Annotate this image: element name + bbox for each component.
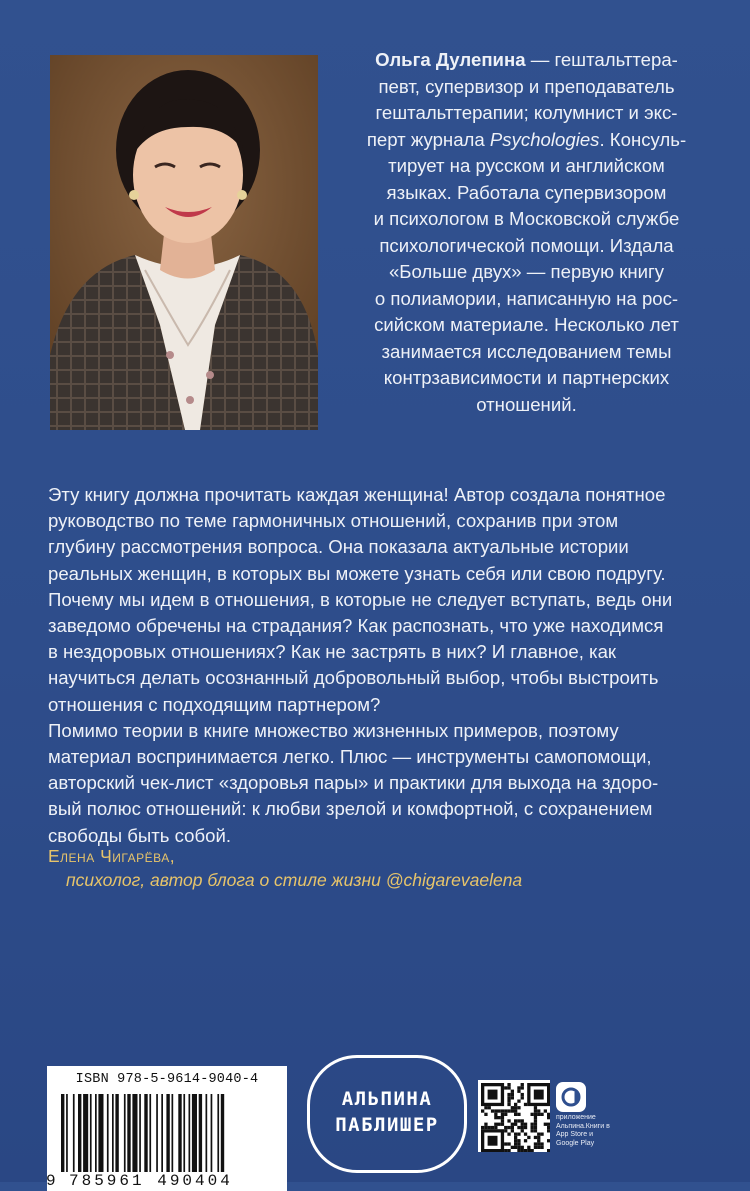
qr-module	[524, 1133, 527, 1136]
qr-module	[547, 1126, 550, 1129]
qr-module	[524, 1126, 527, 1129]
qr-module	[494, 1123, 497, 1126]
qr-module	[517, 1142, 520, 1145]
review-line: реальных женщин, в которых вы можете узнать себя или свою подругу.	[48, 562, 666, 584]
qr-module	[504, 1086, 507, 1089]
barcode-bar	[124, 1094, 126, 1172]
bio-line: сийском материале. Несколько лет	[374, 314, 679, 335]
qr-module	[540, 1113, 543, 1116]
barcode-bar	[139, 1094, 141, 1172]
barcode-bar	[199, 1094, 202, 1172]
barcode-bar	[221, 1094, 224, 1172]
qr-module	[511, 1106, 514, 1109]
qr-module	[511, 1090, 514, 1093]
qr-module	[521, 1083, 524, 1086]
qr-module	[498, 1109, 501, 1112]
barcode-bar	[211, 1094, 213, 1172]
qr-module	[504, 1149, 507, 1152]
barcode-bar	[83, 1094, 88, 1172]
qr-module	[511, 1146, 514, 1149]
qr-module	[514, 1133, 517, 1136]
qr-module	[517, 1113, 520, 1116]
qr-module	[521, 1119, 524, 1122]
barcode-bar	[66, 1094, 68, 1172]
qr-module	[521, 1129, 524, 1132]
qr-module	[531, 1149, 534, 1152]
qr-module	[521, 1096, 524, 1099]
bio-line: отношений.	[476, 393, 577, 415]
qr-module	[514, 1103, 517, 1106]
review-line: Эту книгу должна прочитать каждая женщина! Автор создала понятное	[48, 484, 666, 505]
qr-module	[540, 1142, 543, 1145]
qr-module	[484, 1106, 487, 1109]
qr-module	[507, 1119, 510, 1122]
bio-line: гештальттерапии; колумнист и экс-	[375, 102, 678, 123]
quote-author-role: психолог, автор блога о стиле жизни @chigarevaelena	[66, 870, 523, 890]
bio-line: «Больше двух» — первую книгу	[388, 261, 665, 282]
barcode-bar	[178, 1094, 181, 1172]
qr-module	[507, 1093, 510, 1096]
qr-module	[517, 1139, 520, 1142]
barcode-bar	[189, 1094, 191, 1172]
qr-module	[534, 1146, 537, 1149]
barcode-bar	[90, 1094, 92, 1172]
bio-line: психологической помощи. Издала	[379, 234, 674, 256]
barcode-bar	[156, 1094, 158, 1172]
qr-module	[544, 1123, 547, 1126]
bio-line: тирует на русском и английском	[388, 155, 665, 176]
barcode-bar	[112, 1094, 114, 1172]
qr-module	[507, 1133, 510, 1136]
barcode-bar	[95, 1094, 97, 1172]
qr-module	[521, 1123, 524, 1126]
qr-module	[498, 1123, 501, 1126]
qr-module	[524, 1103, 527, 1106]
review-line: глубину рассмотрения вопроса. Она показала актуальные истории	[48, 536, 629, 558]
qr-module	[501, 1109, 504, 1112]
qr-module	[491, 1109, 494, 1112]
qr-module	[514, 1146, 517, 1149]
qr-module	[498, 1116, 501, 1119]
bio-line: языках. Работала супервизором	[386, 181, 667, 203]
bio-line: контрзависимости и партнерских	[383, 367, 670, 388]
barcode-bar	[161, 1094, 163, 1172]
qr-module	[537, 1146, 540, 1149]
publisher-logo	[307, 1055, 467, 1173]
qr-module	[534, 1129, 537, 1132]
qr-module	[547, 1129, 550, 1132]
qr-module	[527, 1136, 530, 1139]
barcode-bar	[78, 1094, 81, 1172]
qr-module	[504, 1113, 507, 1116]
qr-module	[537, 1142, 540, 1145]
bio-line: певт, супервизор и преподаватель	[378, 75, 675, 97]
qr-module	[534, 1119, 537, 1122]
barcode-digits: 785961 490404	[69, 1172, 233, 1190]
qr-module	[547, 1149, 550, 1152]
qr-module	[511, 1093, 514, 1096]
qr-module	[547, 1123, 550, 1126]
qr-module	[537, 1109, 540, 1112]
barcode-bar	[132, 1094, 137, 1172]
qr-module	[517, 1100, 520, 1103]
publisher-name-line2: ПАБЛИШЕР	[335, 1114, 439, 1136]
barcode-bars	[61, 1094, 273, 1172]
review-line: вый полюс отношений: к любви зрелой и комфортной, с сохранением	[48, 798, 653, 820]
qr-module	[524, 1139, 527, 1142]
qr-module	[534, 1113, 537, 1116]
qr-module	[527, 1149, 530, 1152]
qr-module	[504, 1142, 507, 1145]
qr-module	[537, 1136, 540, 1139]
quote-attribution	[48, 844, 718, 892]
qr-module	[494, 1109, 497, 1112]
qr-module	[514, 1142, 517, 1145]
bio-line: Ольга Дулепина — гештальттера-	[375, 49, 678, 70]
qr-module	[534, 1136, 537, 1139]
qr-module	[517, 1146, 520, 1149]
qr-module	[521, 1086, 524, 1089]
app-logo-icon	[556, 1082, 586, 1112]
qr-module	[534, 1126, 537, 1129]
qr-module	[511, 1109, 514, 1112]
qr-module	[484, 1113, 487, 1116]
app-icon	[556, 1082, 586, 1112]
qr-module	[511, 1129, 514, 1132]
author-photo	[50, 55, 318, 430]
barcode-bar	[172, 1094, 174, 1172]
qr-module	[501, 1116, 504, 1119]
quote-author-name: Елена Чигарёва,	[48, 846, 176, 866]
review-quote	[48, 482, 718, 849]
qr-module	[488, 1126, 491, 1129]
qr-module	[507, 1149, 510, 1152]
qr-module	[494, 1116, 497, 1119]
barcode-bar	[127, 1094, 130, 1172]
review-line: свободы быть собой.	[48, 824, 232, 846]
qr-module	[507, 1096, 510, 1099]
qr-module	[547, 1113, 550, 1116]
qr-module	[514, 1123, 517, 1126]
qr-module	[507, 1100, 510, 1103]
qr-module	[501, 1119, 504, 1122]
qr-module	[511, 1126, 514, 1129]
barcode-bar	[61, 1094, 64, 1172]
qr-module	[537, 1113, 540, 1116]
qr-module	[534, 1106, 537, 1109]
bio-line: о полиамории, написанную на рос-	[374, 287, 679, 309]
qr-module	[537, 1133, 540, 1136]
qr-module	[507, 1109, 510, 1112]
author-portrait-image	[50, 55, 318, 430]
qr-module	[488, 1106, 491, 1109]
qr-module	[521, 1093, 524, 1096]
qr-module	[511, 1123, 514, 1126]
qr-module	[514, 1106, 517, 1109]
qr-module	[537, 1139, 540, 1142]
barcode-first-digit: 9	[46, 1172, 56, 1190]
qr-module	[544, 1109, 547, 1112]
qr-module	[514, 1109, 517, 1112]
qr-finder-core	[488, 1136, 498, 1146]
bio-line: занимается исследованием темы	[381, 340, 672, 362]
barcode-bar	[183, 1094, 185, 1172]
barcode-bar	[98, 1094, 103, 1172]
qr-module	[517, 1126, 520, 1129]
qr-module	[534, 1109, 537, 1112]
qr-module	[507, 1083, 510, 1086]
qr-module	[504, 1129, 507, 1132]
qr-module	[507, 1086, 510, 1089]
qr-module	[527, 1146, 530, 1149]
publisher-name-line1: АЛЬПИНА	[341, 1088, 433, 1110]
qr-finder-core	[488, 1090, 498, 1100]
qr-module	[494, 1113, 497, 1116]
qr-module	[517, 1086, 520, 1089]
qr-module	[514, 1113, 517, 1116]
review-line: научиться делать осознанный добровольный выбор, чтобы выстроить	[48, 667, 659, 689]
qr-module	[517, 1149, 520, 1152]
qr-module	[484, 1123, 487, 1126]
qr-module	[484, 1126, 487, 1129]
qr-module	[504, 1109, 507, 1112]
qr-module	[517, 1106, 520, 1109]
barcode	[47, 1066, 287, 1191]
barcode-bar	[166, 1094, 169, 1172]
barcode-bar	[206, 1094, 208, 1172]
qr-module	[507, 1126, 510, 1129]
qr-module	[534, 1116, 537, 1119]
isbn-label: ISBN 978-5-9614-9040-4	[75, 1072, 259, 1087]
qr-module	[501, 1113, 504, 1116]
qr-module	[521, 1126, 524, 1129]
qr-module	[521, 1146, 524, 1149]
bio-line: и психологом в Московской службе	[373, 208, 680, 229]
qr-module	[491, 1126, 494, 1129]
barcode-bar	[115, 1094, 118, 1172]
qr-module	[517, 1119, 520, 1122]
review-line: Помимо теории в книге множество жизненных примеров, поэтому	[48, 719, 619, 741]
review-line: Почему мы идем в отношения, в которые не следует вступать, ведь они	[48, 588, 673, 610]
qr-module	[511, 1096, 514, 1099]
qr-module	[534, 1123, 537, 1126]
bio-line: перт журнала Psychologies. Консуль-	[366, 128, 687, 150]
qr-module	[517, 1133, 520, 1136]
qr-module	[494, 1126, 497, 1129]
qr-module	[547, 1139, 550, 1142]
barcode-bar	[144, 1094, 147, 1172]
qr-code-icon	[478, 1080, 550, 1152]
qr-module	[540, 1146, 543, 1149]
qr-module	[514, 1139, 517, 1142]
qr-module	[501, 1123, 504, 1126]
qr-module	[531, 1123, 534, 1126]
barcode-bar	[217, 1094, 219, 1172]
review-line: материал воспринимается легко. Плюс — инструменты самопомощи,	[48, 746, 652, 768]
app-promo-text: приложение Альпина.Книги в App Store и Google Play	[556, 1114, 610, 1147]
review-line: в нездоровых отношениях? Как не застрять в них? И главное, как	[48, 641, 617, 663]
qr-module	[481, 1109, 484, 1112]
barcode-bar	[149, 1094, 151, 1172]
qr-module	[521, 1149, 524, 1152]
qr-module	[524, 1149, 527, 1152]
qr-finder-core	[534, 1090, 544, 1100]
qr-module	[514, 1119, 517, 1122]
author-bio	[334, 47, 719, 418]
review-line: авторский чек-лист «здоровья пары» и практики для выхода на здоро-	[48, 772, 659, 794]
qr-module	[507, 1142, 510, 1145]
review-line: заведомо обречены на страдания? Как распознать, что уже находимся	[48, 615, 664, 637]
qr-module	[514, 1136, 517, 1139]
barcode-bar	[73, 1094, 75, 1172]
qr-module	[540, 1133, 543, 1136]
qr-module	[504, 1126, 507, 1129]
barcode-bar	[192, 1094, 197, 1172]
qr-module	[531, 1113, 534, 1116]
qr-module	[531, 1126, 534, 1129]
qr-module	[507, 1103, 510, 1106]
qr-module	[481, 1126, 484, 1129]
qr-module	[531, 1129, 534, 1132]
qr-module	[524, 1123, 527, 1126]
qr-module	[517, 1090, 520, 1093]
review-line: руководство по теме гармоничных отношений, сохранив при этом	[48, 510, 619, 532]
qr-module	[534, 1142, 537, 1145]
review-line: отношения с подходящим партнером?	[48, 693, 381, 715]
qr-module	[547, 1116, 550, 1119]
barcode-bar	[107, 1094, 109, 1172]
